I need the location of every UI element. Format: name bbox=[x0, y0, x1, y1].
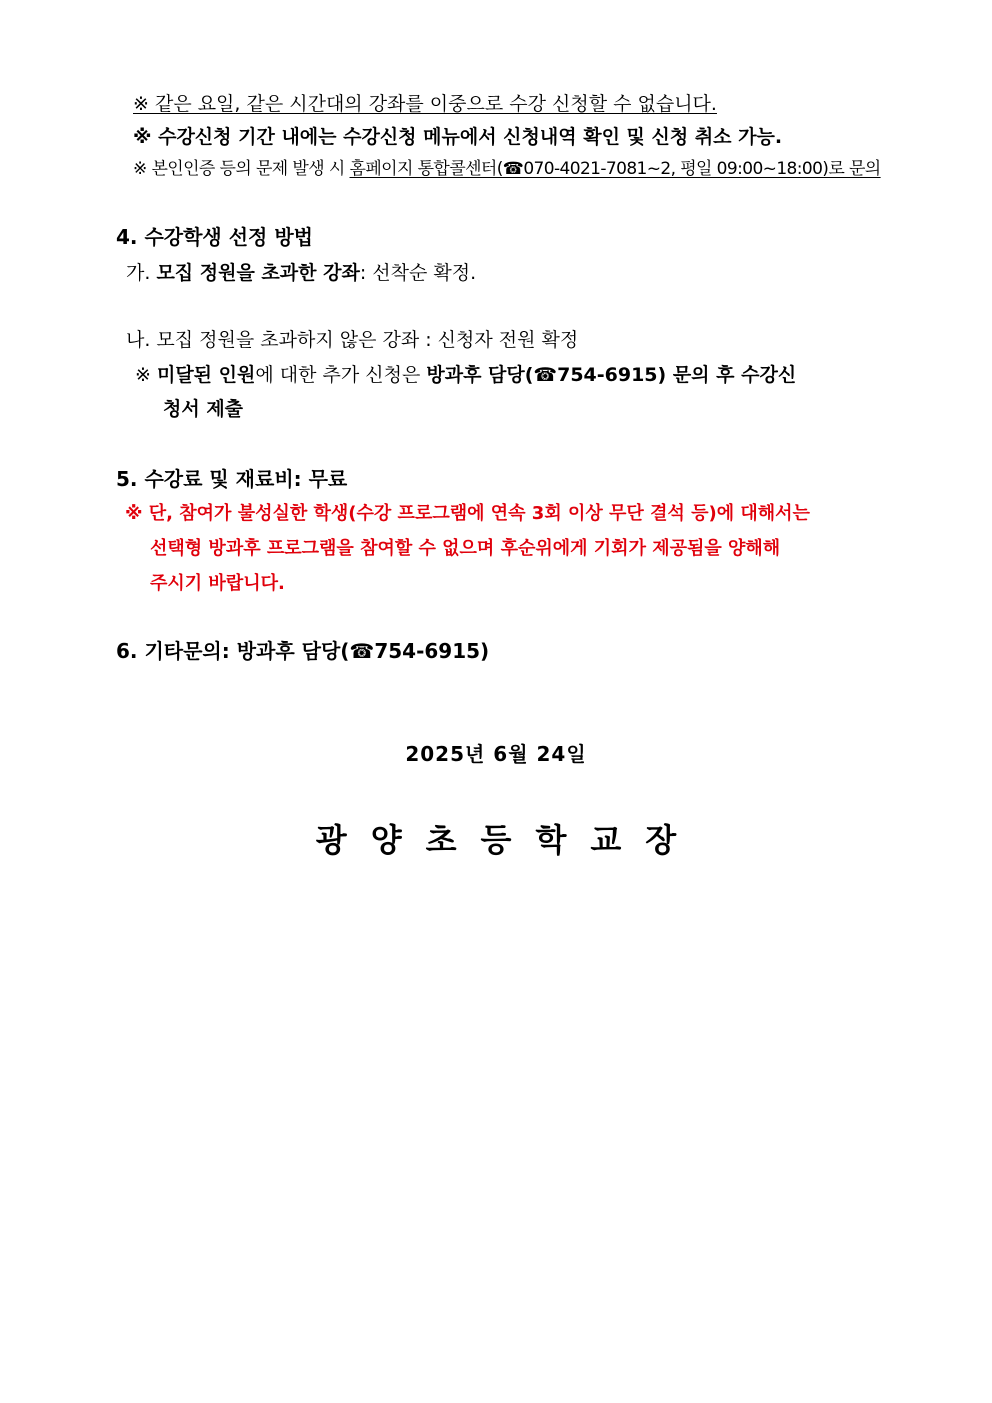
item-a-rest: : 선착순 확정. bbox=[359, 262, 477, 284]
warning-line-2 bbox=[150, 535, 780, 563]
item-a-bold: 모집 정원을 초과한 강좌 bbox=[156, 262, 360, 284]
section-4-note bbox=[135, 361, 796, 389]
warning-line-3 bbox=[150, 570, 285, 598]
section-4-item-a bbox=[126, 259, 476, 287]
warning-text-2: 선택형 방과후 프로그램을 참여할 수 없으며 후순위에게 기회가 제공됨을 양해해 bbox=[150, 538, 781, 559]
document-date: 2025년 6월 24일 bbox=[405, 742, 587, 766]
warning-line-1 bbox=[125, 500, 810, 528]
note-line2-text: 청서 제출 bbox=[163, 398, 244, 420]
section-5-heading bbox=[116, 465, 347, 493]
callcenter-contact-link: 홈페이지 통합콜센터(☎070-4021-7081~2, 평일 09:00~18:00)로 문의 bbox=[349, 159, 881, 179]
note-mid: 에 대한 추가 신청은 bbox=[255, 364, 427, 386]
note-cancel-period bbox=[133, 123, 782, 151]
note-verification-contact bbox=[133, 155, 881, 183]
principal-signature: 광양초등학교장 bbox=[315, 821, 701, 859]
item-b-text: 나. 모집 정원을 초과하지 않은 강좌 : 신청자 전원 확정 bbox=[126, 329, 579, 351]
item-a-prefix: 가. bbox=[126, 262, 157, 284]
section-6-heading bbox=[116, 637, 489, 665]
note-same-time-text: ※ 같은 요일, 같은 시간대의 강좌를 이중으로 수강 신청할 수 없습니다. bbox=[133, 93, 717, 115]
warning-text-3: 주시기 바랍니다. bbox=[150, 573, 285, 594]
section-4-item-b bbox=[126, 326, 578, 354]
section-4-title: 4. 수강학생 선정 방법 bbox=[116, 225, 313, 249]
note-same-time-restriction bbox=[133, 90, 717, 118]
section-4-note-line2 bbox=[163, 395, 243, 423]
note-mark: ※ bbox=[135, 364, 157, 386]
note-cancel-text: ※ 수강신청 기간 내에는 수강신청 메뉴에서 신청내역 확인 및 신청 취소 가능. bbox=[133, 126, 783, 148]
warning-text-1: ※ 단, 참여가 불성실한 학생(수강 프로그램에 연속 3회 이상 무단 결석 등)에 대해서는 bbox=[125, 503, 810, 524]
section-5-title: 5. 수강료 및 재료비: 무료 bbox=[116, 467, 348, 491]
note-bold-contact: 방과후 담당(☎754-6915) 문의 후 수강신 bbox=[426, 364, 797, 386]
note-verification-prefix: ※ 본인인증 등의 문제 발생 시 bbox=[133, 159, 350, 179]
note-bold-unfilled: 미달된 인원 bbox=[156, 364, 256, 386]
section-6-title: 6. 기타문의: 방과후 담당(☎754-6915) bbox=[116, 639, 490, 663]
section-4-heading bbox=[116, 223, 313, 251]
